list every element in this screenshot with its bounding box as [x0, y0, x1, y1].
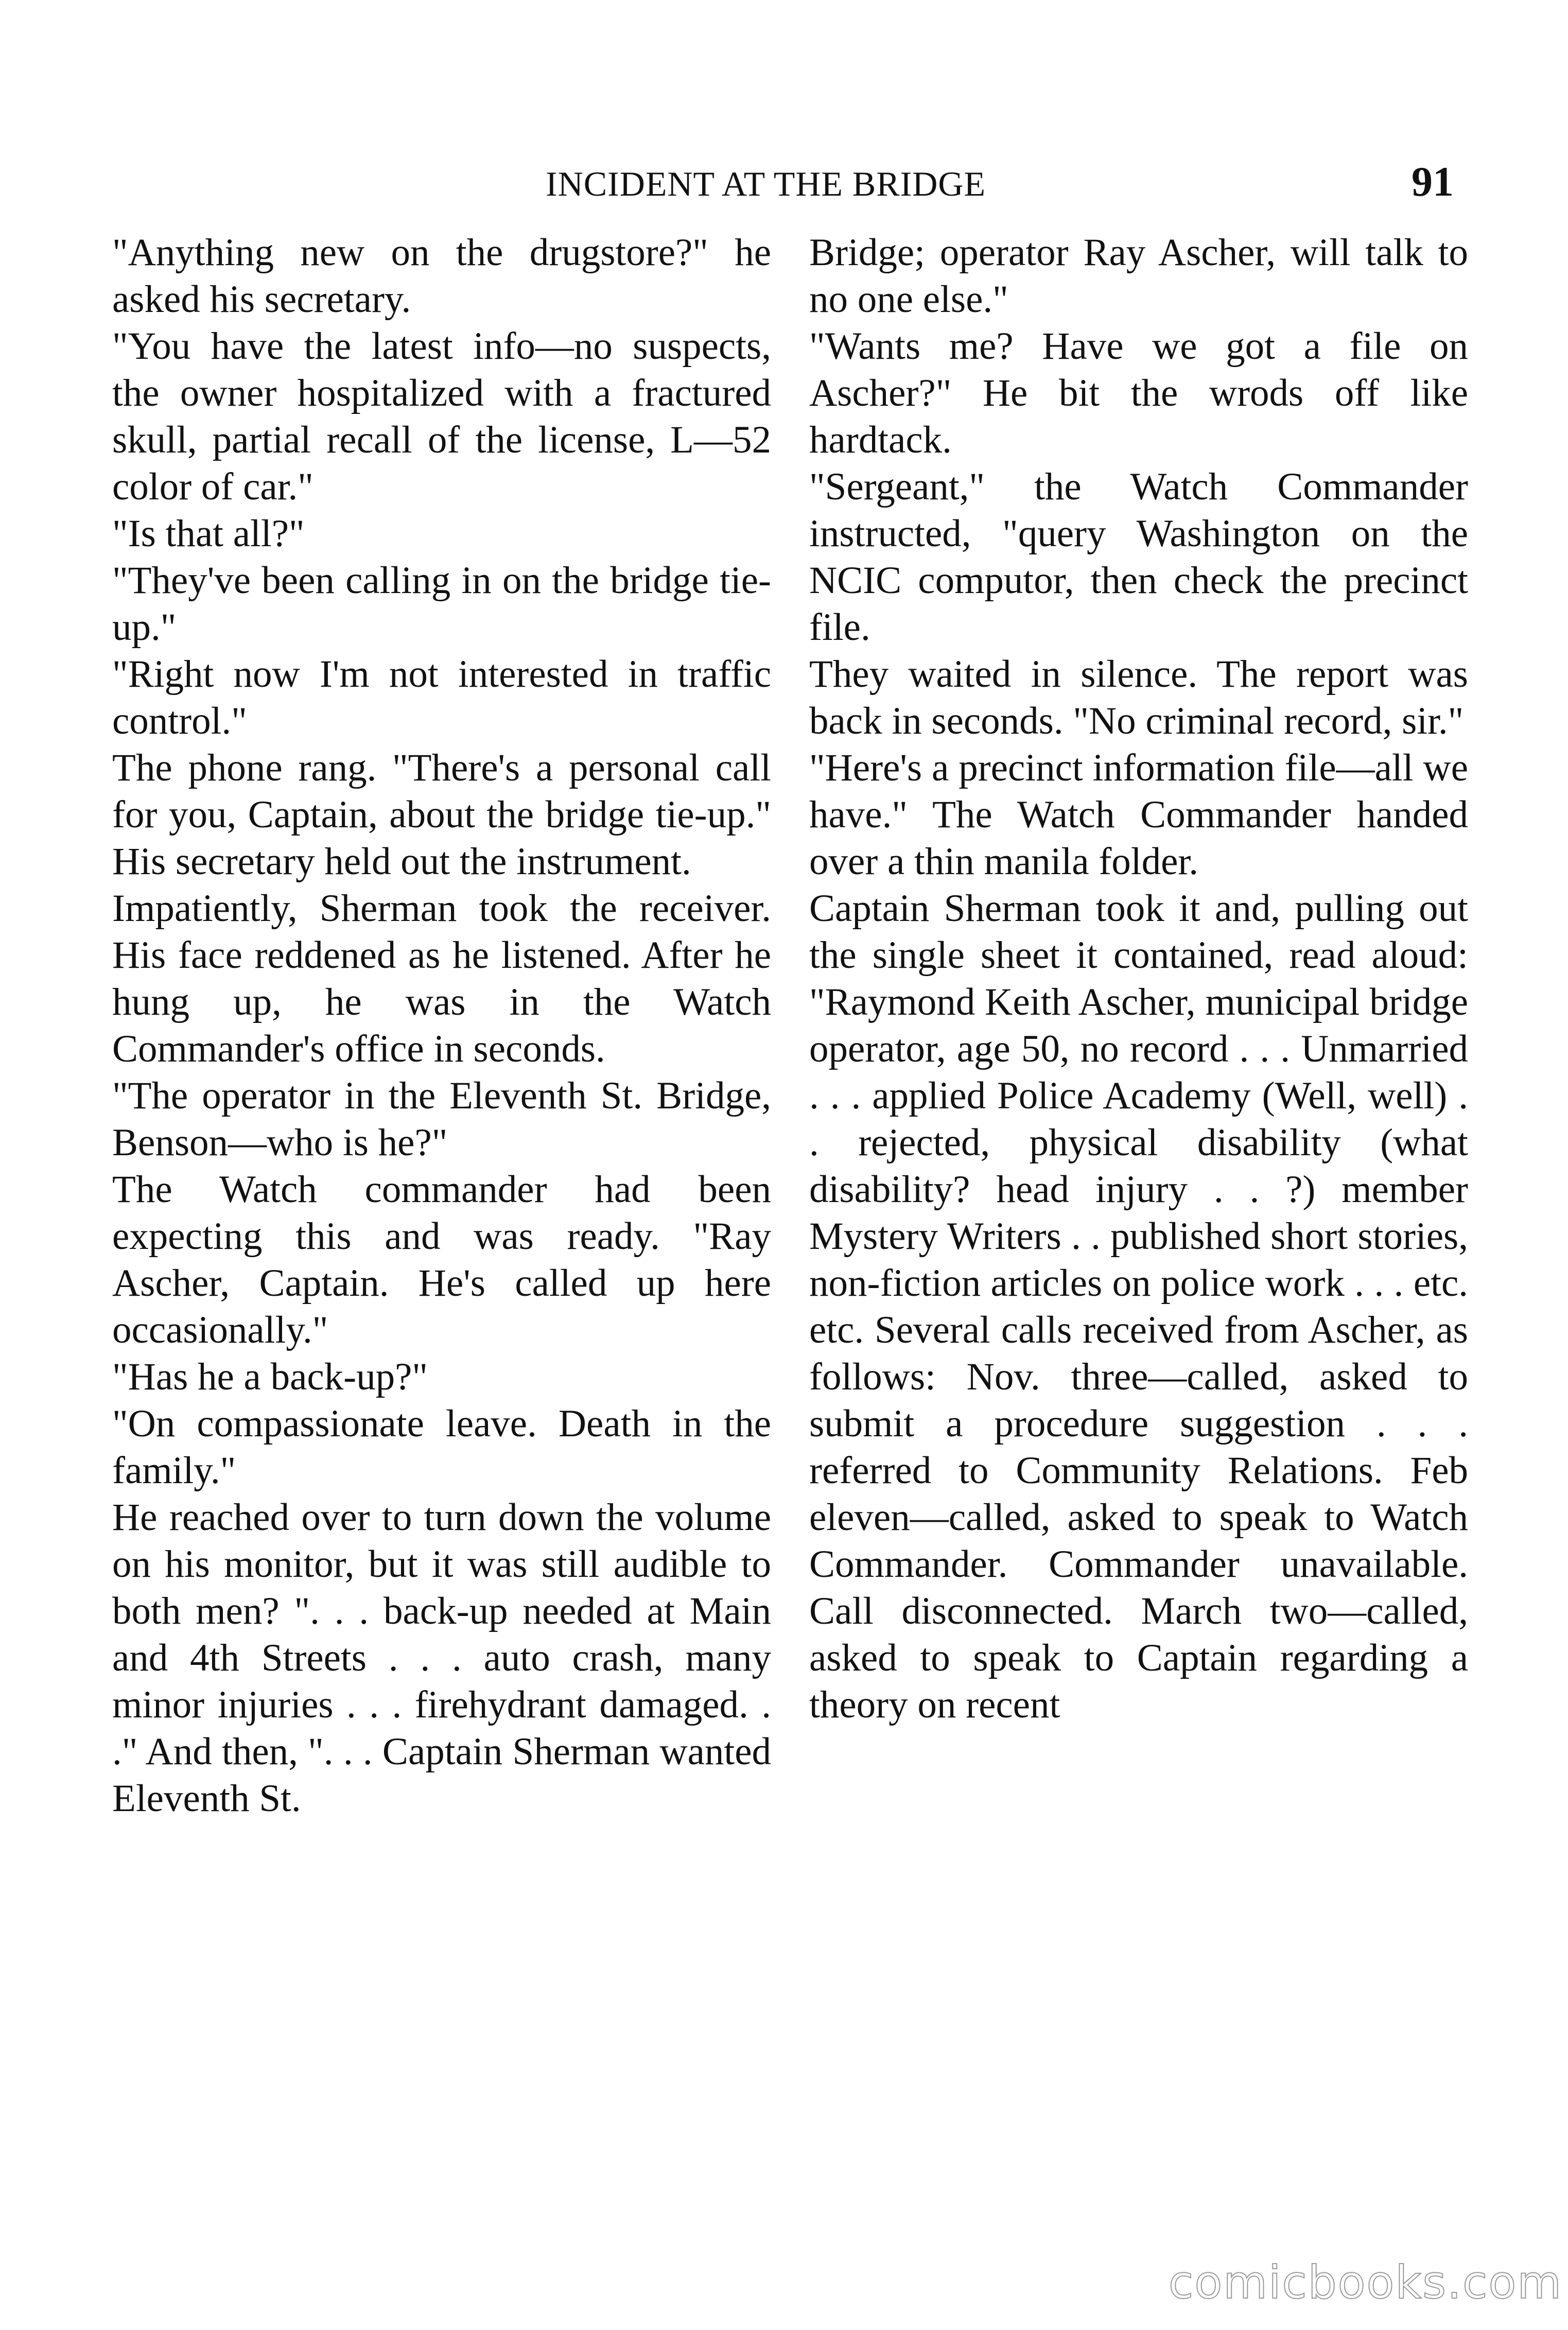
paragraph: "On compassionate leave. Death in the family." — [112, 1402, 771, 1492]
paragraph: The phone rang. "There's a personal call for you, Captain, about the bridge tie-up." His secretary held out the instrument. — [112, 746, 771, 883]
right-column — [809, 229, 1468, 1728]
paragraph: "Sergeant," the Watch Commander instructed, "query Washington on the NCIC computor, then check the precinct file. — [809, 465, 1468, 649]
paragraph: "They've been calling in on the bridge tie-up." — [112, 559, 771, 649]
paragraph: Impatiently, Sherman took the receiver. His face reddened as he listened. After he hung up, he was in the Watch Commander's office in seconds. — [112, 887, 771, 1070]
paragraph: The Watch commander had been expecting this and was ready. "Ray Ascher, Captain. He's called up here occasionally." — [112, 1168, 771, 1351]
watermark: comicbooks.com — [1169, 2256, 1563, 2309]
running-title: INCIDENT AT THE BRIDGE — [546, 164, 986, 203]
paragraph: "Anything new on the drugstore?" he asked his secretary. — [112, 231, 771, 321]
paragraph: Bridge; operator Ray Ascher, will talk to no one else." — [809, 231, 1468, 321]
page-number: 91 — [1412, 158, 1454, 205]
paragraph: "Has he a back-up?" — [112, 1355, 428, 1398]
paragraph: "Is that all?" — [112, 512, 305, 555]
paragraph: "Right now I'm not interested in traffic control." — [112, 653, 771, 742]
paragraph: "The operator in the Eleventh St. Bridge, Benson—who is he?" — [112, 1074, 771, 1164]
paragraph: He reached over to turn down the volume on his monitor, but it was still audible to both men? ". . . back-up needed at Main and 4th Streets . . . auto crash, many minor injuries . . . firehydrant damaged. . ." And then, ". . . Captain Sherman wanted Eleventh St. — [112, 1496, 771, 1820]
left-column — [112, 229, 771, 1822]
paragraph: Captain Sherman took it and, pulling out the single sheet it contained, read aloud: "Raymond Keith Ascher, municipal bridge operator, age 50, no record . . . Unmarried . . . applied Police Academy (Well, well) . . rejected, physical disability (what disability? head injury . . ?) member Mystery Writers . . published short stories, non-fiction articles on police work . . . etc. etc. Several calls received from Ascher, as follows: Nov. three—called, asked to submit a procedure suggestion . . . referred to Community Relations. Feb eleven—called, asked to speak to Watch Commander. Commander unavailable. Call disconnected. March two—called, asked to speak to Captain regarding a theory on recent — [809, 887, 1468, 1726]
paragraph: They waited in silence. The report was back in seconds. "No criminal record, sir." — [809, 653, 1468, 742]
paragraph: "You have the latest info—no suspects, the owner hospitalized with a fractured skull, partial recall of the license, L—52 color of car." — [112, 325, 771, 508]
paragraph: "Wants me? Have we got a file on Ascher?" He bit the wrods off like hardtack. — [809, 325, 1468, 461]
paragraph: "Here's a precinct information file—all we have." The Watch Commander handed over a thin manila folder. — [809, 746, 1468, 883]
